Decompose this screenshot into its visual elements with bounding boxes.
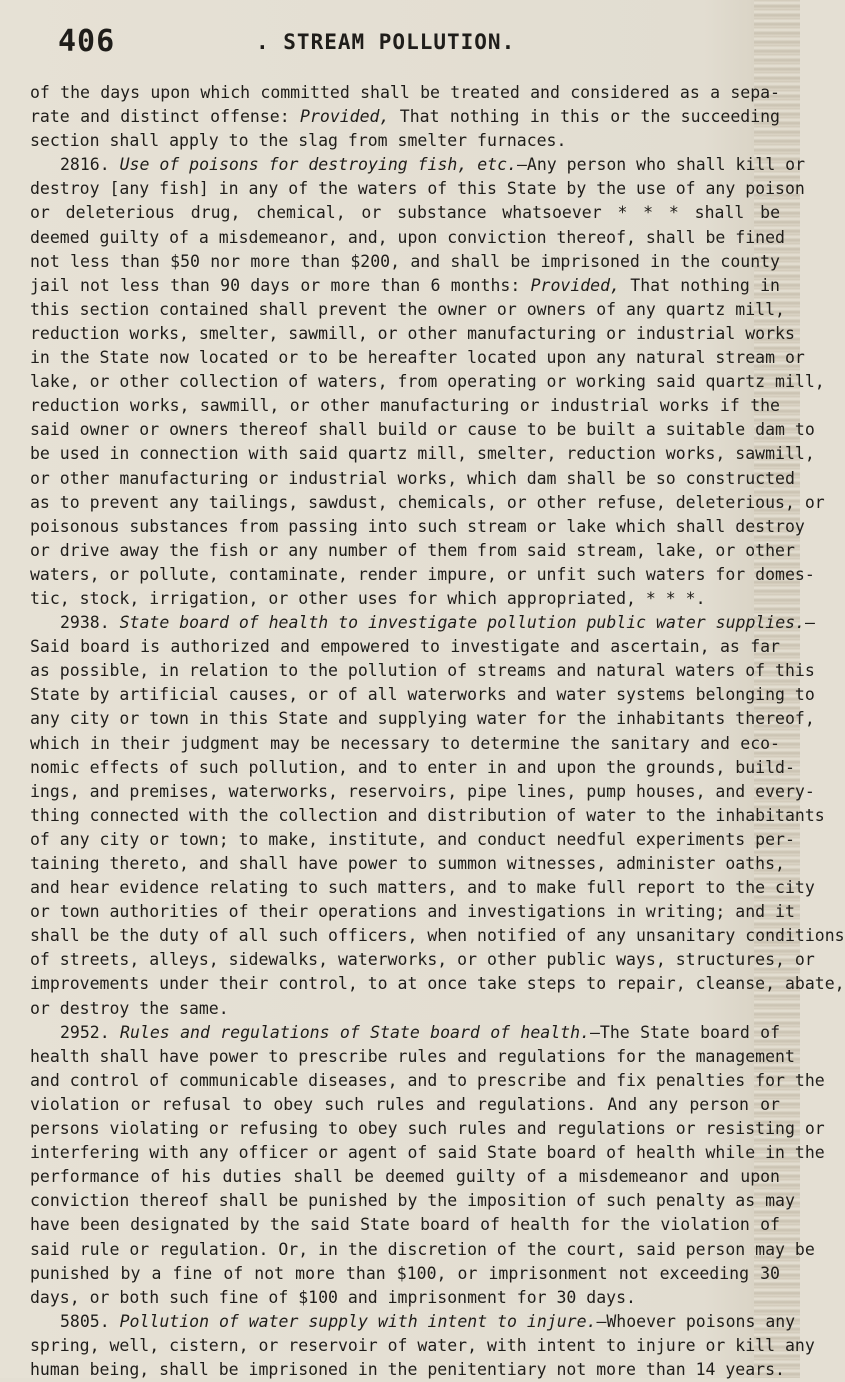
text-line xyxy=(30,1141,825,1165)
text-line xyxy=(30,1045,795,1069)
text-line xyxy=(30,322,795,346)
text-run: as possible, in relation to the pollution of streams and natural waters of this xyxy=(30,661,815,681)
text-line xyxy=(30,1165,780,1189)
text-line xyxy=(30,1213,780,1237)
text-run: in the State now located or to be hereafter located upon any natural stream or xyxy=(30,348,805,368)
text-line xyxy=(30,177,805,201)
text-run: as to prevent any tailings, sawdust, chemicals, or other refuse, deleterious, or xyxy=(30,492,825,512)
text-run: or drive away the fish or any number of them from said stream, lake, or other xyxy=(30,540,795,560)
text-line xyxy=(30,1117,825,1141)
text-line xyxy=(30,900,795,924)
text-line xyxy=(30,659,815,683)
text-run: — xyxy=(805,613,815,633)
text-run: reduction works, smelter, sawmill, or other manufacturing or industrial works xyxy=(30,323,795,343)
text-line xyxy=(30,274,780,298)
text-run: not less than $50 nor more than $200, and shall be imprisoned in the county xyxy=(30,251,780,271)
section-heading: State board of health to investigate pollution public water supplies. xyxy=(119,613,806,633)
text-run: be used in connection with said quartz mill, smelter, reduction works, sawmill, xyxy=(30,444,815,464)
text-run: have been designated by the said State board of health for the violation of xyxy=(30,1215,780,1235)
text-line xyxy=(30,1189,795,1213)
text-line xyxy=(30,587,780,611)
text-run: days, or both such fine of $100 and imprisonment for 30 days. xyxy=(30,1287,636,1307)
section-heading: Provided, xyxy=(300,107,390,127)
text-line xyxy=(30,924,845,948)
text-line xyxy=(30,201,780,225)
text-line xyxy=(30,804,825,828)
body-text xyxy=(30,81,845,1382)
text-line xyxy=(30,515,805,539)
text-line xyxy=(30,972,845,996)
section-heading: Provided, xyxy=(530,275,620,295)
text-line xyxy=(30,1093,780,1117)
text-line xyxy=(30,346,805,370)
text-run: taining thereto, and shall have power to summon witnesses, administer oaths, xyxy=(30,854,785,873)
text-run: and control of communicable diseases, and to prescribe and fix penalties for the xyxy=(30,1070,825,1090)
text-line xyxy=(30,298,785,322)
text-line xyxy=(30,250,780,274)
text-line xyxy=(30,635,780,659)
text-line xyxy=(30,1334,815,1358)
text-run: rate and distinct offense: xyxy=(30,107,301,127)
text-run: spring, well, cistern, or reservoir of water, with intent to injure or kill any xyxy=(30,1335,815,1355)
text-line xyxy=(30,876,815,900)
text-line xyxy=(30,780,815,804)
text-run: deemed guilty of a misdemeanor, and, upon conviction thereof, shall be fined xyxy=(30,227,785,247)
text-line xyxy=(30,948,815,972)
text-run: said owner or owners thereof shall build or cause to be built a suitable dam to xyxy=(30,420,815,440)
page-header xyxy=(58,20,758,64)
section-heading: Pollution of water supply with intent to injure. xyxy=(119,1311,597,1331)
text-line xyxy=(30,81,780,105)
text-run: or destroy the same. xyxy=(30,998,229,1018)
text-line xyxy=(30,394,780,418)
text-run: 2952. xyxy=(60,1022,121,1042)
text-run: —Whoever poisons any xyxy=(596,1311,796,1331)
text-run: —Any person who shall kill or xyxy=(516,155,806,175)
text-run: Said board is authorized and empowered to investigate and ascertain, as far xyxy=(30,637,780,657)
text-run: punished by a fine of not more than $100, or imprisonment not exceeding 30 xyxy=(30,1263,780,1283)
text-line xyxy=(30,997,780,1021)
text-run: this section contained shall prevent the owner or owners of any quartz mill, xyxy=(30,299,785,319)
text-run: section shall apply to the slag from smelter furnaces. xyxy=(30,131,567,151)
text-run: thing connected with the collection and distribution of water to the inhabitants xyxy=(30,805,825,825)
text-run: human being, shall be imprisoned in the penitentiary not more than 14 years. xyxy=(30,1359,785,1379)
text-line xyxy=(30,1310,796,1334)
text-line xyxy=(30,467,795,491)
text-run: of any city or town; to make, institute, and conduct needful experiments per- xyxy=(30,829,795,849)
text-run: said rule or regulation. Or, in the discretion of the court, said person may be xyxy=(30,1239,815,1259)
text-run: conviction thereof shall be punished by the imposition of such penalty as may xyxy=(30,1191,795,1211)
text-line xyxy=(30,1069,825,1093)
text-run: of streets, alleys, sidewalks, waterworks, or other public ways, structures, or xyxy=(30,950,815,970)
text-run: 2816. xyxy=(60,155,120,175)
text-run: which in their judgment may be necessary to determine the sanitary and eco- xyxy=(30,733,780,753)
text-run: or other manufacturing or industrial works, which dam shall be so constructed xyxy=(30,468,795,488)
running-title: . STREAM POLLUTION. xyxy=(256,30,516,54)
text-run: nomic effects of such pollution, and to enter in and upon the grounds, build- xyxy=(30,757,795,777)
text-line xyxy=(30,1286,780,1310)
text-run: poisonous substances from passing into such stream or lake which shall destroy xyxy=(30,516,805,536)
text-run: —The State board of xyxy=(589,1022,781,1042)
text-run: interfering with any officer or agent of said State board of health while in the xyxy=(30,1143,825,1163)
text-line xyxy=(30,105,780,129)
text-line xyxy=(30,153,806,177)
text-run: lake, or other collection of waters, from operating or working said quartz mill, xyxy=(30,372,825,392)
text-run: violation or refusal to obey such rules and regulations. And any person or xyxy=(30,1094,780,1114)
text-run: That nothing in this or the succeeding xyxy=(389,107,780,127)
text-line xyxy=(30,707,815,731)
text-line xyxy=(30,491,825,515)
text-run: That nothing in xyxy=(619,275,780,295)
text-line xyxy=(30,370,825,394)
section-heading: Use of poisons for destroying fish, etc. xyxy=(119,155,517,175)
page-number: 406 xyxy=(58,24,116,59)
text-run: improvements under their control, to at once take steps to repair, cleanse, abate, xyxy=(30,974,845,994)
text-line xyxy=(30,226,785,250)
text-line xyxy=(30,129,780,153)
text-line xyxy=(30,539,795,563)
text-line xyxy=(30,756,795,780)
text-run: destroy [any fish] in any of the waters of this State by the use of any poison xyxy=(30,179,805,199)
text-line xyxy=(30,418,815,442)
section-heading: Rules and regulations of State board of health. xyxy=(120,1022,590,1042)
text-run: jail not less than 90 days or more than 6 months: xyxy=(30,275,531,295)
text-line xyxy=(30,1021,780,1045)
text-run: 2938. xyxy=(60,613,120,633)
text-line xyxy=(30,683,815,707)
text-run: or town authorities of their operations and investigations in writing; and it xyxy=(30,902,795,922)
text-line xyxy=(30,611,815,635)
text-line xyxy=(30,732,780,756)
text-line xyxy=(30,1262,780,1286)
text-line xyxy=(30,563,815,587)
text-line xyxy=(30,442,815,466)
text-run: waters, or pollute, contaminate, render impure, or unfit such waters for domes- xyxy=(30,564,815,584)
text-line xyxy=(30,1358,785,1382)
text-run: performance of his duties shall be deemed guilty of a misdemeanor and upon xyxy=(30,1167,780,1187)
text-run: shall be the duty of all such officers, when notified of any unsanitary conditions xyxy=(30,926,845,946)
text-line xyxy=(30,852,785,876)
text-run: State by artificial causes, or of all waterworks and water systems belonging to xyxy=(30,685,815,705)
text-run: ings, and premises, waterworks, reservoirs, pipe lines, pump houses, and every- xyxy=(30,781,815,801)
text-line xyxy=(30,828,795,852)
text-run: tic, stock, irrigation, or other uses for which appropriated, * * *. xyxy=(30,588,706,608)
text-run: health shall have power to prescribe rules and regulations for the management xyxy=(30,1046,795,1066)
text-run: of the days upon which committed shall be treated and considered as a sepa- xyxy=(30,83,780,102)
text-line xyxy=(30,1238,815,1262)
text-run: or deleterious drug, chemical, or substance whatsoever * * * shall be xyxy=(30,203,780,223)
text-run: persons violating or refusing to obey such rules and regulations or resisting or xyxy=(30,1119,825,1139)
text-run: any city or town in this State and supplying water for the inhabitants thereof, xyxy=(30,709,815,729)
text-run: 5805. xyxy=(60,1311,120,1331)
text-run: reduction works, sawmill, or other manufacturing or industrial works if the xyxy=(30,396,780,416)
text-run: and hear evidence relating to such matters, and to make full report to the city xyxy=(30,878,815,898)
